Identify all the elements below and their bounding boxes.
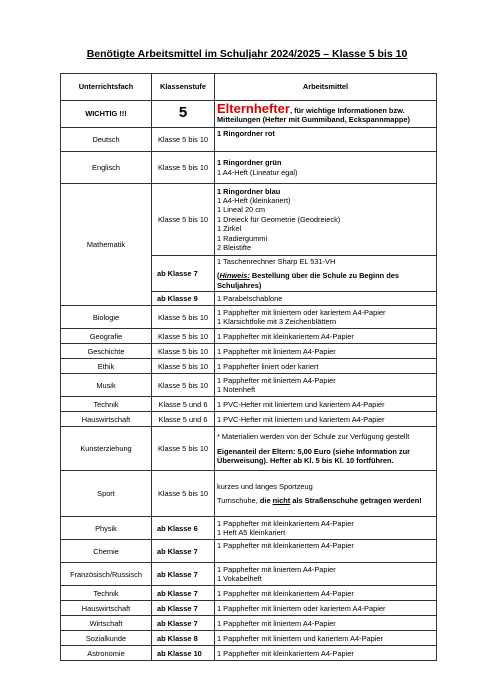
table-row bbox=[61, 540, 437, 563]
items-cell: 1 Papphefter mit liniertem oder kariertem A4-Papier bbox=[215, 601, 437, 616]
level-cell: Klasse 5 bis 10 bbox=[152, 329, 215, 344]
subject-cell: Englisch bbox=[61, 152, 152, 184]
subject-cell: Kunsterziehung bbox=[61, 427, 152, 471]
subject-cell: Wirtschaft bbox=[61, 616, 152, 631]
item-line: 1 Klarsichtfolie mit 3 Zeichenblättern bbox=[217, 317, 337, 327]
level-cell bbox=[152, 101, 215, 128]
header-subject: Unterrichtsfach bbox=[61, 74, 152, 101]
level-cell: ab Klasse 7 bbox=[152, 616, 215, 631]
level-cell: Klasse 5 bis 10 bbox=[152, 374, 215, 397]
table-row bbox=[61, 101, 437, 128]
level-cell: ab Klasse 7 bbox=[152, 586, 215, 601]
level-cell: Klasse 5 bis 10 bbox=[152, 306, 215, 329]
item-line: Turnschuhe, die nicht als Straßenschuhe getragen werden! bbox=[217, 496, 422, 506]
level-cell: ab Klasse 7 bbox=[152, 563, 215, 586]
items-cell: 1 Papphefter liniert oder kariert bbox=[215, 359, 437, 374]
header-level: Klassenstufe bbox=[152, 74, 215, 101]
item-line: 1 Papphefter mit liniertem A4-Papier bbox=[217, 375, 336, 385]
level-cell: ab Klasse 7 bbox=[152, 540, 215, 563]
level-cell: ab Klasse 7 bbox=[152, 601, 215, 616]
item-line: 1 Parabelschablone bbox=[217, 294, 283, 304]
subject-cell: Technik bbox=[61, 586, 152, 601]
item-line: 1 Zirkel bbox=[217, 224, 242, 234]
subject-cell: Deutsch bbox=[61, 128, 152, 152]
subject-cell: WICHTIG !!! bbox=[61, 101, 152, 128]
table-row bbox=[61, 344, 437, 359]
subject-cell: Astronomie bbox=[61, 646, 152, 661]
items-cell: 1 Papphefter mit liniertem A4-Papier bbox=[215, 616, 437, 631]
item-line: 1 Papphefter mit liniertem oder kariertem A4-Papier bbox=[217, 307, 386, 317]
table-row bbox=[61, 412, 437, 427]
subject-cell: Hauswirtschaft bbox=[61, 601, 152, 616]
table-row bbox=[61, 374, 437, 397]
subject-cell: Französisch/Russisch bbox=[61, 563, 152, 586]
items-cell: 1 PVC-Hefter mit liniertem und kariertem A4-Papier bbox=[215, 397, 437, 412]
table-row bbox=[61, 427, 437, 471]
table-row bbox=[61, 184, 437, 256]
table-row bbox=[61, 152, 437, 184]
subject-cell: Sozialkunde bbox=[61, 631, 152, 646]
items-cell: 1 Papphefter mit liniertem und kariertem A4-Papier bbox=[215, 631, 437, 646]
item-line: 1 Ringordner grün bbox=[217, 158, 282, 168]
item-line: 2 Bleistifte bbox=[217, 243, 252, 253]
table-row bbox=[61, 631, 437, 646]
hint-label: Hinweis: bbox=[219, 271, 250, 281]
subject-cell: Geschichte bbox=[61, 344, 152, 359]
items-cell: 1 Papphefter mit kleinkariertem A4-Papier bbox=[215, 329, 437, 344]
subject-cell: Ethik bbox=[61, 359, 152, 374]
subject-cell: Sport bbox=[61, 471, 152, 517]
subject-cell: Musik bbox=[61, 374, 152, 397]
subject-cell: Mathematik bbox=[61, 184, 152, 306]
item-line: kurzes und langes Sportzeug bbox=[217, 481, 313, 491]
level-cell: Klasse 5 bis 10 bbox=[152, 344, 215, 359]
level-cell: Klasse 5 bis 10 bbox=[152, 359, 215, 374]
items-text: , für wichtige Informationen bzw. Mitteilungen (Hefter mit Gummiband, Eckspannmappe) bbox=[217, 105, 410, 124]
item-line: 1 Heft A5 kleinkariert bbox=[217, 528, 286, 538]
supplies-table bbox=[60, 73, 437, 661]
items-cell bbox=[215, 101, 437, 128]
header-row bbox=[61, 74, 437, 101]
table-row bbox=[61, 616, 437, 631]
item-line: 1 Papphefter mit liniertem A4-Papier bbox=[217, 564, 336, 574]
items-cell: 1 Papphefter mit kleinkariertem A4-Papier bbox=[215, 586, 437, 601]
subject-cell: Geografie bbox=[61, 329, 152, 344]
subject-cell: Technik bbox=[61, 397, 152, 412]
items-cell bbox=[215, 563, 437, 586]
level-cell: Klasse 5 bis 10 bbox=[152, 128, 215, 152]
table-row bbox=[61, 601, 437, 616]
hint-line: (Hinweis: Bestellung über die Schule zu Beginn des Schuljahres) bbox=[217, 271, 399, 290]
items-cell: 1 Papphefter mit liniertem A4-Papier bbox=[215, 344, 437, 359]
item-line: 1 A4-Heft (Lineatur egal) bbox=[217, 167, 298, 177]
subject-cell: Hauswirtschaft bbox=[61, 412, 152, 427]
item-line: 1 Ringordner blau bbox=[217, 186, 281, 196]
table-row bbox=[61, 586, 437, 601]
table-row bbox=[61, 397, 437, 412]
highlight-text: Elternhefter bbox=[217, 100, 290, 116]
item-line: 1 Ringordner rot bbox=[217, 129, 275, 138]
level-cell: Klasse 5 bis 10 bbox=[152, 471, 215, 517]
subject-cell: Chemie bbox=[61, 540, 152, 563]
level-cell: Klasse 5 und 6 bbox=[152, 412, 215, 427]
item-line: 1 Vokabelheft bbox=[217, 574, 262, 584]
items-cell: 1 Papphefter mit kleinkariertem A4-Papier bbox=[215, 540, 437, 563]
level-cell: Klasse 5 und 6 bbox=[152, 397, 215, 412]
item-line: 1 Notenheft bbox=[217, 385, 256, 395]
items-cell bbox=[215, 152, 437, 184]
item-line: 1 Taschenrechner Sharp EL 531-VH bbox=[217, 257, 336, 266]
items-cell bbox=[215, 427, 437, 471]
item-line: 1 Papphefter mit kleinkariertem A4-Papier bbox=[217, 518, 354, 528]
item-line: 1 Dreieck für Geometrie (Geodreieck) bbox=[217, 214, 341, 224]
level-cell: ab Klasse 8 bbox=[152, 631, 215, 646]
items-cell bbox=[215, 128, 437, 152]
items-cell bbox=[215, 471, 437, 517]
table-row bbox=[61, 517, 437, 540]
table-row bbox=[61, 563, 437, 586]
items-cell bbox=[215, 184, 437, 256]
table-row bbox=[61, 471, 437, 517]
items-cell bbox=[215, 306, 437, 329]
item-line: 1 A4-Heft (kleinkariert) bbox=[217, 195, 291, 205]
item-line: * Materialien werden von der Schule zur Verfügung gestellt bbox=[217, 432, 410, 442]
table-row bbox=[61, 646, 437, 661]
items-cell: 1 Papphefter mit kleinkariertem A4-Papier bbox=[215, 646, 437, 661]
level-cell: Klasse 5 bis 10 bbox=[152, 184, 215, 256]
items-cell bbox=[215, 256, 437, 292]
subject-cell: Physik bbox=[61, 517, 152, 540]
table-row bbox=[61, 359, 437, 374]
page-title: Benötigte Arbeitsmittel im Schuljahr 2024/2025 – Klasse 5 bis 10 bbox=[86, 48, 408, 60]
level-value: 5 bbox=[178, 104, 188, 122]
level-cell: ab Klasse 9 bbox=[152, 292, 215, 306]
items-cell bbox=[215, 517, 437, 540]
items-cell bbox=[215, 292, 437, 306]
item-line: Eigenanteil der Eltern: 5,00 Euro (siehe Information zur Überweisung). Hefter ab Kl. 5 bis Kl. 10 fortführen. bbox=[217, 446, 411, 465]
table-row bbox=[61, 306, 437, 329]
subject-cell: Biologie bbox=[61, 306, 152, 329]
item-line: 1 Lineal 20 cm bbox=[217, 205, 266, 215]
items-cell: 1 PVC-Hefter mit liniertem und kariertem A4-Papier bbox=[215, 412, 437, 427]
level-cell: ab Klasse 10 bbox=[152, 646, 215, 661]
level-cell: Klasse 5 bis 10 bbox=[152, 152, 215, 184]
level-cell: ab Klasse 6 bbox=[152, 517, 215, 540]
emphasis-text: nicht bbox=[272, 496, 291, 506]
table-row bbox=[61, 329, 437, 344]
table-row bbox=[61, 128, 437, 152]
level-cell: Klasse 5 bis 10 bbox=[152, 427, 215, 471]
item-line: 1 Radiergummi bbox=[217, 233, 268, 243]
header-items: Arbeitsmittel bbox=[215, 74, 437, 101]
level-cell: ab Klasse 7 bbox=[152, 256, 215, 292]
items-cell bbox=[215, 374, 437, 397]
